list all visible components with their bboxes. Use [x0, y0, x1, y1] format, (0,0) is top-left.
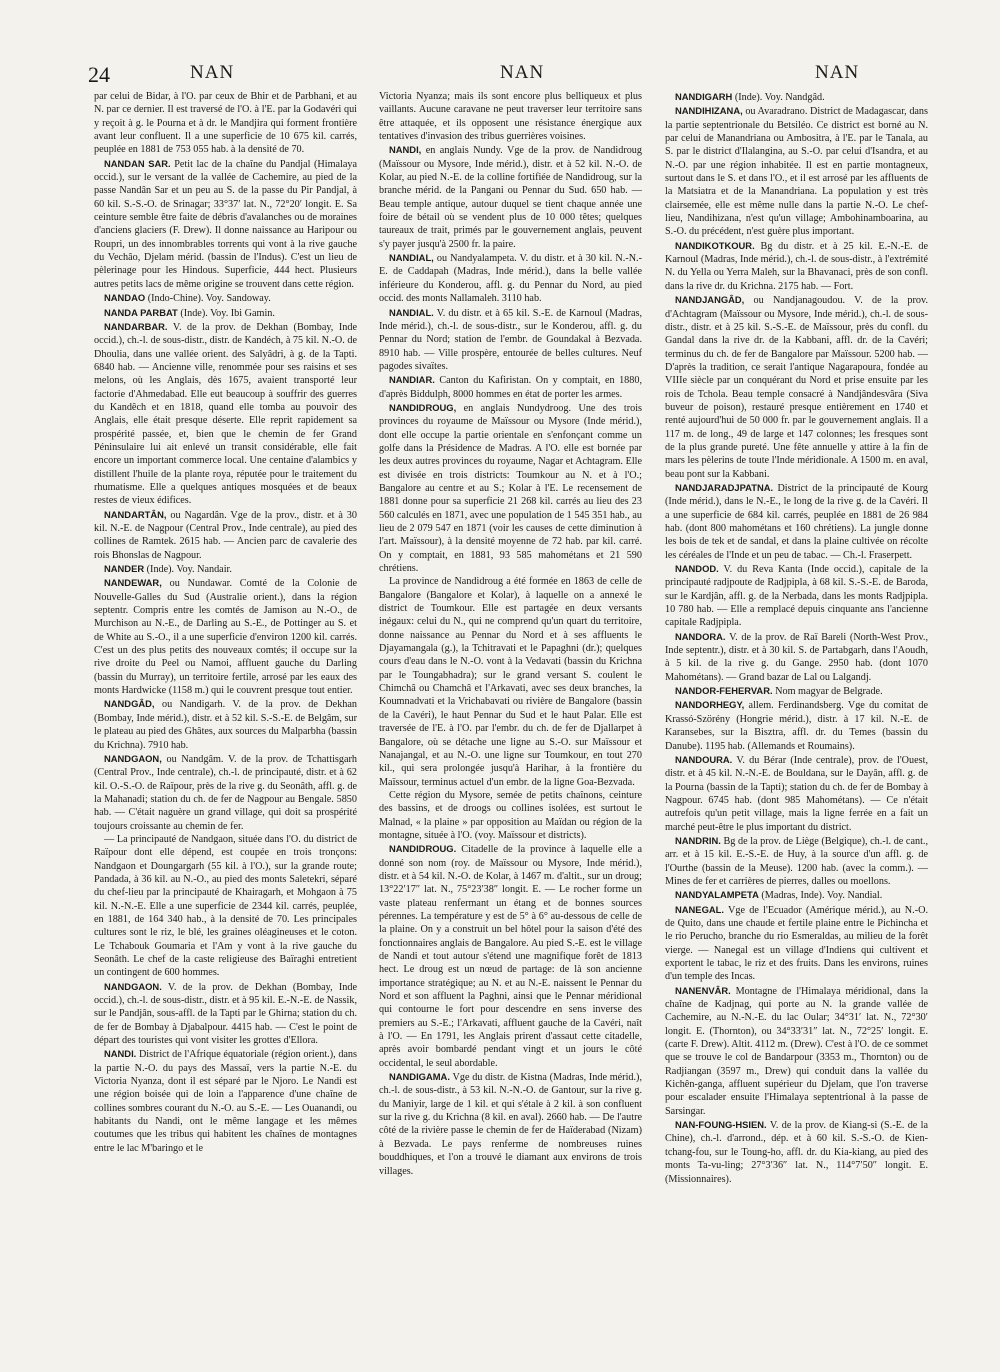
entry-text: (Inde). Voy. Nandair.	[144, 564, 232, 576]
dictionary-entry	[665, 90, 928, 104]
entry-headword: NANDGÂD,	[104, 698, 155, 710]
dictionary-entry	[665, 1118, 928, 1186]
dictionary-entry	[94, 306, 357, 320]
entry-headword: NANDEWAR,	[104, 577, 162, 589]
entry-headword: NANDIAL,	[389, 252, 434, 264]
entry-text: Montagne de l'Himalaya méridional, dans la chaîne de Kadjnag, qui porte au N. la grande vallée de Cachemire, au N.-N.-E. du lac Oular; 34°31′ lat. N., 72°30′ longit. E. (Thornton), ou 34°33′31″ lat. N., 72°25′ longit. E. (carte F. Drew). Altit. 4112 m. (Drew). C'est à l'O. de ce sommet que se trouve le col de Bandarpour (3353 m., Thornton) ou de Radjiangan (3597 m., Drew) qui conduit dans la vallée du Kichên-ganga, affluent supérieur du Djelam, que l'on traverse pour escalader ensuite l'Himalaya septentrional à la passe de Sarsingar.	[665, 985, 928, 1117]
dictionary-entry	[94, 752, 357, 833]
entry-text: — La principauté de Nandgaon, située dans l'O. du district de Raïpour dont elle dépend, est coupée en trois tronçons: Nandgaon et Doungargarh (55 kil. à l'O.), sur la grande route; Pandada, à 36 kil. au N.-O., au pied des monts Saletekri, séparé du chef-lieu par la principauté de Khairagarh, et Mohgaon à 75 kil. N.-N.-E. Elle a une superficie de 2344 kil. carrés, peuplée, en 1881, de 164 340 hab., à la densité de 70. Les principales cultures sont le riz, le blé, les graines oléagineuses et le coton. Le Tchabouk Goumaria et l'Am y vont à la rive gauche du Seonâth. Le chef de la caste religieuse des Baïraghi entretient un contingent de 600 hommes.	[94, 833, 357, 979]
entry-headword: NANDOD.	[675, 563, 719, 575]
dictionary-entry	[94, 697, 357, 751]
dictionary-entry	[94, 320, 357, 508]
dictionary-entry	[665, 293, 928, 481]
entry-text: V. de la prov. de Dekhan (Bombay, Inde occid.), ch.-l. de sous-distr., distr. et à 95 kil. E.-N.-E. de Nassik, sur le Pandjân, sous-affl. de la Tapti par le Ghirna; station du ch. de fer de Bombay à Djabalpour. 4415 hab. — C'est le point de départ des touristes qui vont visiter les grottes d'Ellora.	[94, 981, 357, 1047]
entry-text: ou Avaradrano. District de Madagascar, dans la partie septentrionale du Betsiléo. Ce district est borné au N. par celui de Manandriana ou Ambositra, à l'E. par le Tanala, au S. par le district d'Ilalangina, au S.-O. par celui d'Isandra, et au N.-O. par une région inhabitée. Il est en partie montagneux, surtout dans le S. et dans l'O., et il est arrosé par les affluents de la Matsiatra et de la Manandriana. La population y est très clairsemée, elle est même nulle dans la partie N.-O. Le chef-lieu, Nandihizana, n'est qu'un village; Ambohinamboarina, au S.-O. du précédent, n'est guère plus important.	[665, 106, 928, 238]
entry-headword: NANDORHEGY,	[675, 699, 745, 711]
entry-text: (Inde). Voy. Ibi Gamin.	[177, 307, 275, 319]
dictionary-entry	[665, 888, 928, 902]
entry-text: V. de la prov. de Raï Bareli (North-West Prov., Inde septentr.), distr. et à 30 kil. S. de Partabgarh, dans l'Aoudh, à 5 kil. de la rive g. du Gange. 2950 hab. (dont 1070 Mahométans). — Grand bazar de Lal ou Lalgandj.	[665, 631, 928, 683]
dictionary-entry	[665, 903, 928, 984]
entry-headword: NANDJARADJPATNA.	[675, 481, 774, 493]
dictionary-entry	[379, 789, 642, 842]
entry-headword: NANDOR-FEHERVAR.	[675, 685, 773, 697]
entry-text: ou Nandyalampeta. V. du distr. et à 30 kil. N.-N.-E. de Caddapah (Madras, Inde mérid.), dans la belle vallée inférieure du Konderou, affl. g. du Pennar du Nord, au pied occid. des monts Nallamaleh. 3110 hab.	[379, 253, 642, 305]
entry-text: allem. Ferdinandsberg. Vge du comitat de Krassó-Szörény (Hongrie mérid.), distr. à 17 kil. N.-E. de Karansebes, sur la Bisztra, affl. dr. du Temes (bassin du Danube). 1195 hab. (Allemands et Roumains).	[665, 700, 928, 752]
dictionary-entry	[379, 143, 642, 251]
dictionary-entry	[665, 562, 928, 630]
entry-headword: NANDORA.	[675, 630, 726, 642]
dictionary-entry	[94, 833, 357, 980]
dictionary-entry	[379, 251, 642, 305]
running-head-left: NAN	[190, 62, 235, 83]
entry-headword: NANDIHIZANA,	[675, 105, 743, 117]
entry-headword: NANDIGAMA.	[389, 1071, 450, 1083]
dictionary-entry	[94, 508, 357, 562]
entry-headword: NANENVÂR.	[675, 984, 731, 996]
entry-text: (Indo-Chine). Voy. Sandoway.	[145, 293, 271, 305]
entry-headword: NANDIDROUG.	[389, 843, 457, 855]
dictionary-entry	[94, 576, 357, 697]
entry-headword: NANDJANGÂD,	[675, 294, 745, 306]
page-number: 24	[88, 62, 110, 87]
dictionary-entry	[379, 401, 642, 575]
entry-headword: NANDAN SAR.	[104, 157, 171, 169]
entry-headword: NANDYALAMPETA	[675, 889, 759, 901]
dictionary-entry	[665, 698, 928, 752]
entry-headword: NANDAO	[104, 292, 146, 304]
entry-headword: NANDA PARBAT	[104, 306, 178, 318]
entry-text: (Inde). Voy. Nandgâd.	[732, 92, 825, 103]
dictionary-entry	[379, 90, 642, 143]
dictionary-entry	[94, 291, 357, 305]
dictionary-entry	[379, 842, 642, 1070]
dictionary-entry	[379, 1070, 642, 1178]
entry-headword: NANDI,	[389, 144, 422, 156]
entry-text: V. du Reva Kanta (Inde occid.), capitale de la principauté radjpoute de Radjpipla, à 68 kil. S.-S.-E. de Baroda, sur le Kardjân, affl. g. de la Nerbada, dans les monts Radjpipla. 10 780 hab. — Elle a remplacé depuis cinquante ans l'ancienne capitale Radjpipla.	[665, 564, 928, 629]
entry-text: Cette région du Mysore, semée de petits chaînons, ceinture des bassins, et de droogs ou collines isolées, est surtout le Malnad, « la plaine » par opposition au Maïdan ou région de la montagne, située à l'O. (voy. Maïssour et districts).	[379, 789, 642, 841]
dictionary-entry	[94, 90, 357, 157]
entry-headword: NANEGAL.	[675, 903, 724, 915]
entry-text: ou Nandgâm. V. de la prov. de Tchattisgarh (Central Prov., Inde centrale), ch.-l. de principauté, distr. et à 62 kil. O.-S.-O. de Raïpour, près de la rive g. du Seonâth, affl. g. de la Mahanadi; station du ch. de fer de Nagpour au Bengale. 5850 hab. — C'était naguère un grand village, qui doit sa prospérité toujours croissante au chemin de fer.	[94, 753, 357, 832]
dictionary-entry	[665, 834, 928, 888]
entry-headword: NANDI.	[104, 1048, 137, 1060]
entry-headword: NANDIGARH	[675, 91, 733, 102]
entry-text: en anglais Nundy. Vge de la prov. de Nandidroug (Maïssour ou Mysore, Inde mérid.), distr. et à 52 kil. N.-O. de Kolar, au pied N.-E. de la colline fortifiée de Nandidroug, sur la branche mérid. de la Pangani ou Pennar du Sud. 650 hab. — Beau temple antique, autour duquel se tient chaque année une foire de bétail où se vendent plus de 10 000 têtes; quelques taureaux de trait, primés par le gouvernement anglais, peuvent s'y payer jusqu'à 2500 fr. la paire.	[379, 145, 642, 250]
dictionary-entry	[665, 104, 928, 238]
running-head-right: NAN	[815, 62, 860, 83]
dictionary-entry	[379, 306, 642, 374]
entry-text: Bg de la prov. de Liège (Belgique), ch.-l. de cant., arr. et à 15 kil. E.-S.-E. de Huy, à la source d'un affl. g. de l'Ourthe (bassin de la Meuse). 1200 hab. (avec la comm.). — Mines de fer et carrières de pierres, dalles ou moellons.	[665, 835, 928, 887]
entry-text: en anglais Nundydroog. Une des trois provinces du royaume de Maïssour ou Mysore (Inde mérid.), dont elle occupe la partie orientale en s'enfonçant comme un golfe dans la Présidence de Madras. A l'O. elle est bornée par les deux autres provinces du royaume, Nagar et Achtagram. Elle est divisée en trois districts: Toumkour au N. et à l'O.; Bangalore au centre et au S.; Kolar à l'E. Le recensement de 1881 donne pour sa superficie 21 268 kil. carrés au lieu des 23 560 calculés en 1871, avec une population de 1 545 351 hab., au lieu de 2 079 547 en 1871 (voir les causes de cette diminution à l'art. Maïssour), à la densité moyenne de 72 hab. par kil. carré. On y comptait, en 1881, 93 585 mahométans et 21 590 chrétiens.	[379, 402, 642, 575]
dictionary-entry	[94, 980, 357, 1048]
entry-text: V. du Bérar (Inde centrale), prov. de l'Ouest, distr. et à 45 kil. N.-N.-E. de Bouldana, sur le Dayân, affl. g. de la Pourna (bassin de la Tapti); station du ch. de fer de Bombay à Nagpour. 6745 hab. (dont 985 Mahométans). — Ce n'était autrefois qu'un petit village, mais la ligne ferrée en a fait un marché peut-être le plus important du district.	[665, 754, 928, 833]
entry-text: V. du distr. et à 65 kil. S.-E. de Karnoul (Madras, Inde mérid.), ch.-l. de sous-distr., sur le Konderou, affl. g. du Pennar du Nord; station de l'embr. de Goundakal à Bezvada. 8910 hab. — Ville prospère, entourée de belles cultures. Neuf pagodes sivaïtes.	[379, 307, 642, 372]
entry-text: Victoria Nyanza; mais ils sont encore plus belliqueux et plus vaillants. Aucune caravane ne peut traverser leur territoire sans être attaquée, et ils opposent une résistance énergique aux tentatives d'invasion des tribus guerrières voisines.	[379, 91, 642, 143]
dictionary-entry	[665, 481, 928, 562]
running-header	[0, 50, 1000, 90]
entry-headword: NANDARTÂN,	[104, 508, 167, 520]
entry-headword: NANDGAON.	[104, 980, 162, 992]
dictionary-entry	[665, 753, 928, 834]
entry-headword: NANDOURA.	[675, 753, 733, 765]
entry-headword: NAN-FOUNG-HSIEN.	[675, 1119, 767, 1131]
text-column-3	[665, 90, 928, 1355]
entry-headword: NANDIKOTKOUR.	[675, 239, 755, 251]
entry-headword: NANDARBAR.	[104, 320, 168, 332]
running-head-center: NAN	[500, 62, 545, 83]
entry-text: Canton du Kafiristan. On y comptait, en 1880, d'après Biddulph, 8000 hommes en état de porter les armes.	[379, 375, 642, 400]
entry-text: ou Nandigarh. V. de la prov. de Dekhan (Bombay, Inde mérid.), distr. et à 52 kil. S.-S.-E. de Belgâm, sur le plateau au pied des Ghâtes, aux sources du Malparbha (bassin du Krichna). 7910 hab.	[94, 699, 357, 751]
dictionary-entry	[379, 373, 642, 401]
entry-headword: NANDIAL.	[389, 306, 434, 318]
entry-text: (Madras, Inde). Voy. Nandial.	[758, 890, 883, 902]
dictionary-entry	[94, 562, 357, 576]
entry-text: ou Nagardân. Vge de la prov., distr. et à 30 kil. N.-E. de Nagpour (Central Prov., Inde centrale), au pied des collines de Ramtek. 2615 hab. — Ancien parc de cavalerie des rois Bhonslas de Nagpour.	[94, 509, 357, 561]
entry-text: Vge de l'Ecuador (Amérique mérid.), au N.-O. de Quito, dans une chaude et fertile plaine entre le Pichincha et le rio Perucho, branche du rio Esmeraldas, au milieu de la forêt vierge. — Nanegal est un village d'Indiens qui cultivent et exportent le tabac, le riz et des fruits. Dans les environs, ruines d'un temple des Incas.	[665, 904, 928, 983]
entry-text: par celui de Bidar, à l'O. par ceux de Bhir et de Parbhani, et au N. par ce dernier. Il est traversé de l'O. à l'E. par la Godavéri qui y reçoit à g. le Pourna et à dr. le Mandjira qui forment frontière avant leur confluent. Il a une superficie de 10 675 kil. carrés, peuplée en 1881 de 753 055 hab. à la densité de 70.	[94, 91, 357, 156]
dictionary-entry	[665, 239, 928, 293]
entry-headword: NANDGAON,	[104, 752, 162, 764]
entry-text: Petit lac de la chaîne du Pandjal (Himalaya occid.), sur le versant de la vallée de Cachemire, au pied de la passe Nandân Sar et un peu au S. de la passe du Pir Pandjal, à 60 kil. S.-S.-O. de Srinagar; 33°37′ lat. N., 72°20′ longit. E. Sa ceinture semble être faite de débris d'avalanches ou de moraines d'anciens glaciers (F. Drew). Il donne naissance au Haripour ou Roupri, un des innombrables torrents qui vont à la rive gauche du Vechâo, Djelam mérid. (bassin de l'Indus). C'est un lieu de pèlerinage pour les Hindous. Superficie, 444 hect. Plusieurs autres petits lacs de même origine se trouvent dans cette région.	[94, 158, 357, 290]
entry-text: V. de la prov. de Kiang-si (S.-E. de la Chine), ch.-l. d'arrond., dép. et à 60 kil. S.-S.-O. de Kien-tchang-fou, sur le Toung-ho, affl. dr. du Kia-kiang, au pied des monts Ta-vu-ling; 27°3′36″ lat. N., 114°7′50″ longit. E. (Missionnaires).	[665, 1120, 928, 1185]
dictionary-entry	[665, 630, 928, 684]
entry-headword: NANDER	[104, 563, 145, 575]
entry-text: Nom magyar de Belgrade.	[772, 686, 883, 698]
entry-text: ou Nandjanagoudou. V. de la prov. d'Achtagram (Maïssour ou Mysore, Inde mérid.), ch.-l. de sous-distr., distr. et à 25 kil. S.-S.-E. de Maïssour, près du confl. du Gandal dans la rive dr. de la Kabbani, affl. dr. de la Cavéri; terminus du ch. de fer de Bangalore par Maïssour. 5200 hab. — D'après la tradition, ce serait l'antique Nagarapoura, fondée au VIIIe siècle par un conquérant du Nord et prise ensuite par les rois de Tchola. Beau temple consacré à Nandjândesvâra (Siva buveur de poison), restauré presque entièrement en 1740 et renté aujourd'hui de 50 000 fr. par le gouvernement anglais. Il a 117 m. de long., 49 de large et 147 colonnes; les fresques sont de la plus grande pureté. Une fête annuelle y attire à la fin de mars les pèlerins de toute l'Inde méridionale. A 1500 m. en aval, beau pont sur la Kabbani.	[665, 295, 928, 480]
entry-text: District de la principauté de Kourg (Inde mérid.), dans le N.-E., le long de la rive g. de la Cavéri. Il a une superficie de 684 kil. carrés, peuplée en 1881 de 26 984 hab. (dont 800 mahométans et 160 chrétiens). La jungle donne les bois de tek et de sandal, et dans la plaine cultivée on récolte les céréales de l'Inde et un peu de tabac. — Ch.-l. Fraserpett.	[665, 482, 928, 561]
dictionary-entry	[665, 684, 928, 698]
entry-headword: NANDIDROUG,	[389, 401, 457, 413]
entry-text: Citadelle de la province à laquelle elle a donné son nom (roy. de Maïssour ou Mysore, Inde mérid.), distr. et à 54 kil. N.-O. de Kolar, à 1467 m. d'altit., sur un droug; 13°22′17″ lat. N., 75°23′38″ longit. E. — Le rocher forme un vaste plateau renfermant un étang et de bonnes sources pérennes. La température y est de 5° à 6° au-dessous de celle de la plaine. On y a construit un bel hôtel pour la saison d'été des fonctionnaires anglais de Bangalore. Au pied S.-E. est le village de Nandi et tout autour s'étend une magnifique forêt de 1813 hect. Le droug est un nœud de partage: de là son ancienne importance stratégique; au N. et au N.-E. naissent le Pennar du Nord et son affluent la Paghni, ainsi que le Pennar méridional qui contourne le fort pour descendre en sens inverse des premiers au S.-E.; l'Arkavati, affluent gauche de la Cavéri, naît à l'O. — En 1791, les Anglais prirent d'assaut cette citadelle, après avoir bombardé pendant vingt et un jours le côté occidental, le seul abordable.	[379, 844, 642, 1069]
entry-headword: NANDIAR.	[389, 374, 435, 386]
entry-text: District de l'Afrique équatoriale (région orient.), dans la partie N.-O. du pays des Massaï, vers la partie N.-E. du Victoria Nyanza, dont il est séparé par le Njoro. Le Nandi est une région boisée qui de loin a l'apparence d'une chaîne de collines sombres courant du N.-O. au S.-E. — Les Ouanandi, ou habitants du Nandi, ont le même langage et les mêmes coutumes que les tribus qui habitent les chaînes de montagnes entre le lac M'baringo et le	[94, 1049, 357, 1154]
entry-text: Vge du distr. de Kistna (Madras, Inde mérid.), ch.-l. de sous-distr., à 53 kil. N.-N.-O. de Gantour, sur la rive g. du Maniyir, large de 1 kil. et qui s'étale à 2 kil. à son confluent sur la rive g. du Krichna (8 kil. en aval). 2660 hab. — De l'autre côté de la rivière passe le chemin de fer de Haïderabad (Nizam) à Bezvada. Le pays renferme de nombreuses ruines bouddhiques, et l'on a trouvé le diamant aux environs de trois villages.	[379, 1072, 642, 1177]
entry-text: Bg du distr. et à 25 kil. E.-N.-E. de Karnoul (Madras, Inde mérid.), ch.-l. de sous-distr., à l'extrémité N. du Yella ou Yerra Maleh, sur la Bhavanaci, près de son confl. dans la rive dr. du Krichna. 2175 hab. — Fort.	[665, 240, 928, 292]
dictionary-entry	[665, 984, 928, 1118]
entry-text: V. de la prov. de Dekhan (Bombay, Inde occid.), ch.-l. de sous-distr., distr. de Kandéch, à 75 kil. N.-O. de Dhoulia, dans une vallée orient. des Salyâdri, à g. de la Tapti. 6840 hab. — Ancienne ville, renommée pour ses raisins et ses melons, où les Anglais, dès 1675, avaient transporté leur factorie d'Ahmedabad. Elle eut beaucoup à souffrir des guerres du Kandêch et en 1818, quand elle tomba au pouvoir des Anglais, elle était presque déserte. Elle reprit rapidement sa prospérité passée, et, bien que le chemin de fer Grand Péninsulaire lui ait enlevé un transit considérable, elle fait encore un important commerce local. Une centaine d'alambics y distillent l'huile de la plante roya, réputée pour le traitement du rhumatisme. Elle a quelques antiques mosquées et de beaux restes de vieux édifices.	[94, 321, 357, 507]
entry-text: ou Nundawar. Comté de la Colonie de Nouvelle-Galles du Sud (Australie orient.), dans la région septentr. Compris entre les comtés de Jamison au N.-O., de Murchison au N.-E., de Darling au S.-E., de Pottinger au S. et de White au S.-O., il a une superficie d'environ 1200 kil. carrés. C'est un des plus petits des nouveaux comtés; il occupe sur la rive droite du Peel ou Namoi, affluent gauche du Darling (bassin du Murray), un territoire fertile, arrosé par les eaux des monts Hardwicke (1158 m.) qui le couvrent presque tout entier.	[94, 578, 357, 697]
dictionary-entry	[379, 575, 642, 789]
entry-text: La province de Nandidroug a été formée en 1863 de celle de Bangalore (Bangalore et Kolar), à laquelle on a annexé le district de Toumkour. Elle est partagée en deux versants inégaux: celui du N., qui ne comprend qu'un quart du territoire, donne naissance au Pennar du Nord et à ses affluents le Djayamangala (g.), la Tchitravati et le Papaghni (dr.); quelques cours d'eau dans le N.-O. vont à la Vedavati (bassin du Krichna par le Toungabhadra); sur le grand versant S. coulent le Chimchâ ou Chamchâ et l'Arkavati, avec ses deux branches, la Koumnadvati et la Vrichabavati ou rivière de Bangalore (bassin de la Cavéri), le haut Pennar du Sud et le haut Palar. Elle est traversée de l'E. à l'O. par l'embr. du ch. de fer de Djallarpet à Bangalore, où se détache une ligne au S.-O. sur Maïssour et Nanajangal, et au N.-O. une ligne sur Toumkour, en tout 270 kil., qui sera prolongée jusqu'à Harihar, à la frontière du Maïssour, terminus actuel d'un embr. de la ligne Goa-Bezvada.	[379, 576, 642, 788]
dictionary-entry	[94, 1047, 357, 1155]
dictionary-entry	[94, 157, 357, 291]
entry-headword: NANDRIN.	[675, 834, 721, 846]
text-column-2	[379, 90, 642, 1355]
text-column-1	[94, 90, 357, 1355]
